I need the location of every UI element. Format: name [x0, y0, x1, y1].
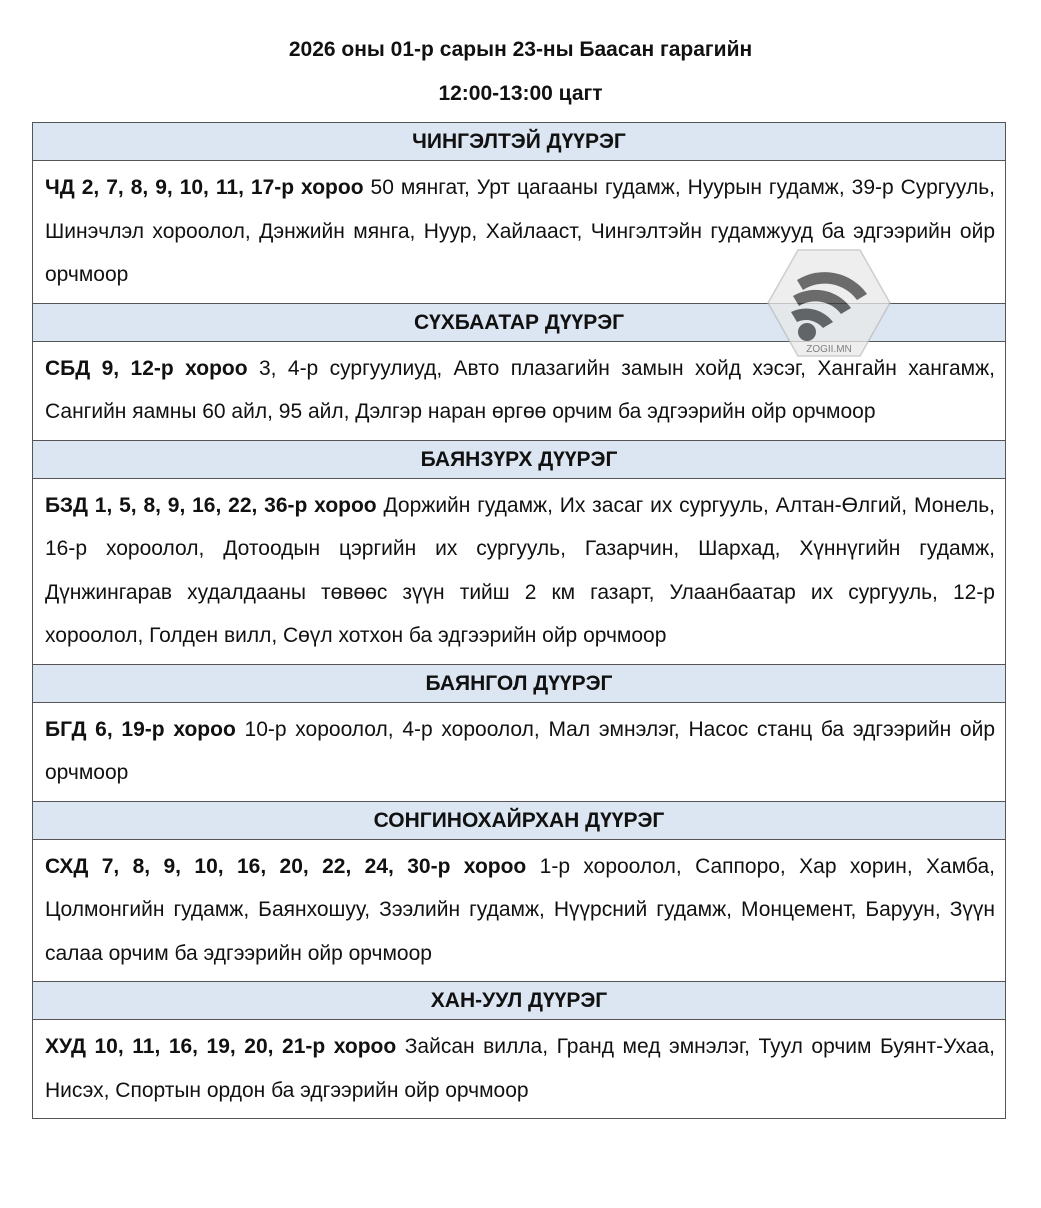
district-body [33, 703, 1005, 802]
area-details: 3, 4-р сургуулиуд, Авто плазагийн замын хойд хэсэг, Хангайн хангамж, Сангийн яамны 60 айл, 95 айл, Дэлгэр наран өргөө орчим ба эдгээрийн ойр орчмоор [45, 356, 995, 423]
district-section-bayanzurkh [33, 441, 1005, 665]
page-title: 2026 оны 01-р сарын 23-ны Баасан гарагийн [288, 38, 753, 61]
district-section-bayangol [33, 665, 1005, 802]
khoroo-list: БГД 6, 19-р хороо [45, 717, 236, 741]
khoroo-list: ХУД 10, 11, 16, 19, 20, 21-р хороо [45, 1035, 397, 1058]
area-details: Доржийн гудамж, Их засаг их сургууль, Алтан-Өлгий, Монель, 16-р хороолол, Дотоодын цэргийн их сургууль, Газарчин, Шархад, Хүннүгийн гудамж, Дүнжингарав худалдааны төвөөс зүүн тийш 2 км газарт, Улаанбаатар их сургууль, 12-р хороолол, Голден вилл, Сөүл хотхон ба эдгээрийн ойр орчмоор [45, 493, 995, 647]
page-subtitle-time: 12:00-13:00 цагт [438, 82, 603, 105]
area-details: 50 мянгат, Урт цагааны гудамж, Нуурын гудамж, 39-р Сургууль, Шинэчлэл хороолол, Дэнжийн мянга, Нуур, Хайлааст, Чингэлтэйн гудамжууд ба эдгээрийн ойр орчмоор [45, 176, 995, 286]
district-body [33, 1020, 1005, 1118]
area-details: 10-р хороолол, 4-р хороолол, Мал эмнэлэг, Насос станц ба эдгээрийн ойр орчмоор [45, 717, 995, 784]
district-header: ХАН-УУЛ ДҮҮРЭГ [33, 982, 1005, 1020]
district-header: БАЯНЗҮРХ ДҮҮРЭГ [33, 441, 1005, 479]
area-details: Зайсан вилла, Гранд мед эмнэлэг, Туул орчим Буянт-Ухаа, Нисэх, Спортын ордон ба эдгээрийн ойр орчмоор [45, 1035, 995, 1102]
district-section-songinokhairkhan [33, 802, 1005, 983]
khoroo-list: ЧД 2, 7, 8, 9, 10, 11, 17-р хороо [45, 176, 364, 199]
zogii-watermark-logo [767, 248, 891, 358]
watermark-text: ZOGII.MN [806, 344, 852, 355]
district-header: СОНГИНОХАЙРХАН ДҮҮРЭГ [33, 802, 1005, 840]
khoroo-list: СБД 9, 12-р хороо [45, 356, 248, 380]
district-section-khan-uul [33, 982, 1005, 1118]
khoroo-list: СХД 7, 8, 9, 10, 16, 20, 22, 24, 30-р хороо [45, 854, 527, 878]
district-body [33, 479, 1005, 665]
khoroo-list: БЗД 1, 5, 8, 9, 16, 22, 36-р хороо [45, 493, 377, 517]
district-header: БАЯНГОЛ ДҮҮРЭГ [33, 665, 1005, 703]
area-details: 1-р хороолол, Саппоро, Хар хорин, Хамба, Цолмонгийн гудамж, Баянхошуу, Зээлийн гудамж, Нүүрсний гудамж, Монцемент, Баруун, Зүүн салаа орчим ба эдгээрийн ойр орчмоор [45, 854, 995, 965]
district-header: ЧИНГЭЛТЭЙ ДҮҮРЭГ [33, 123, 1005, 161]
district-header: СҮХБААТАР ДҮҮРЭГ [33, 304, 1005, 342]
district-body [33, 840, 1005, 983]
